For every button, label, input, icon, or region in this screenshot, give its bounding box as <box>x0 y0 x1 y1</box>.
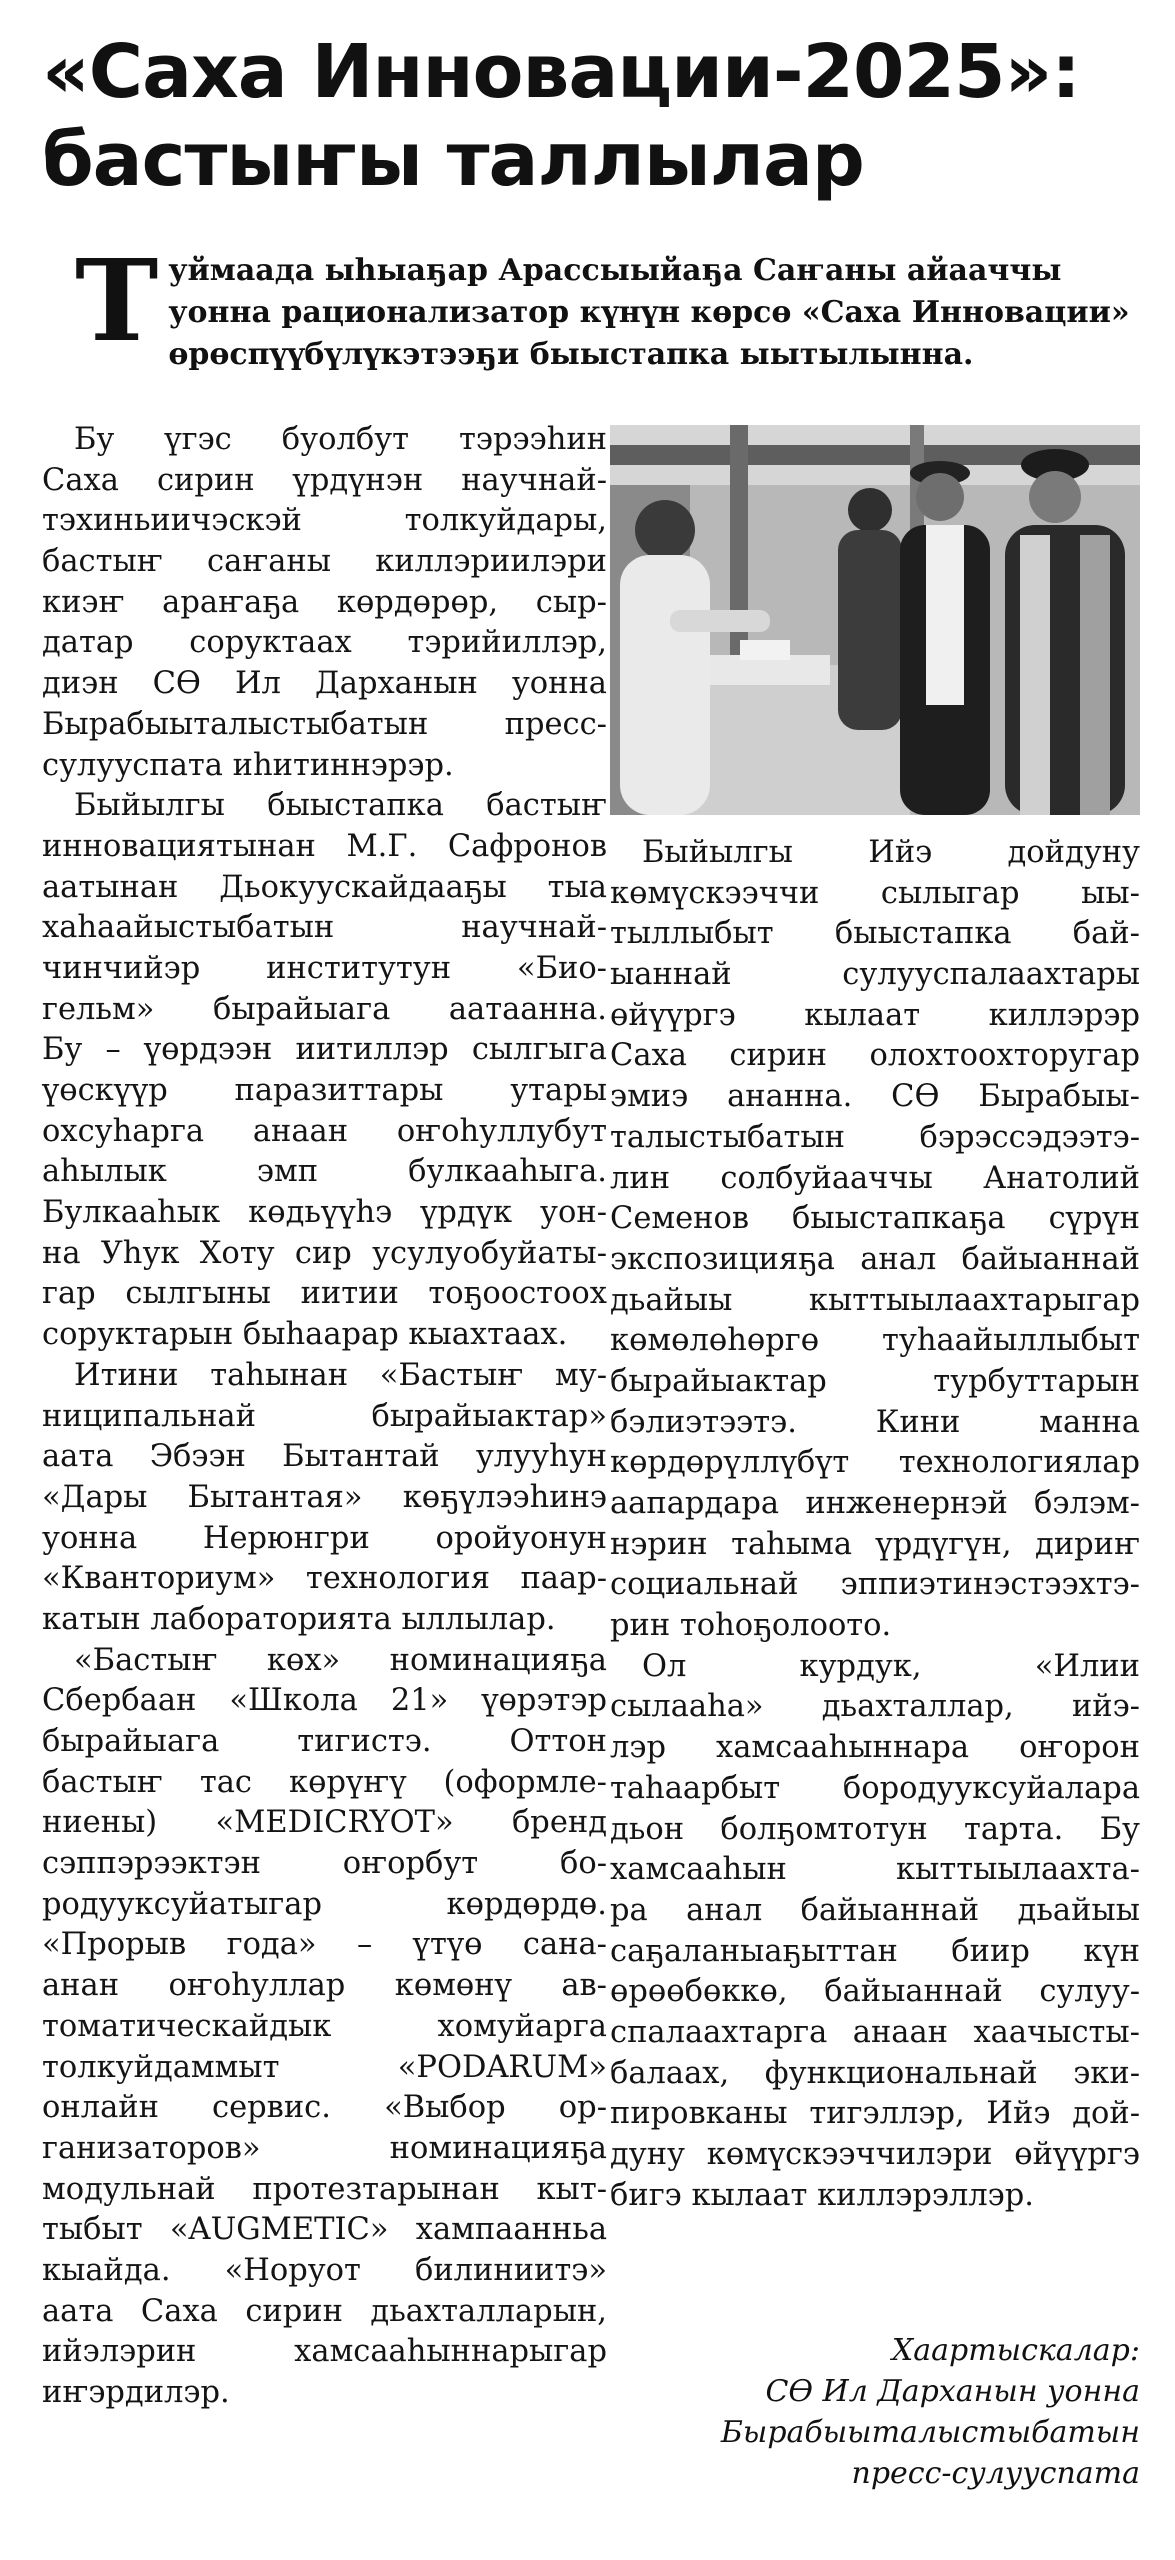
text-line: диэн СӨ Ил Дарханын уонна <box>42 666 607 702</box>
left-column <box>42 420 607 2414</box>
text-line: анан оҥоһуллар көмөнү ав- <box>42 1968 607 2004</box>
credits-line: СӨ Ил Дарханын уонна <box>765 2374 1140 2409</box>
text-line: өрөөбөккө, байыаннай сулуу- <box>610 1974 1140 2010</box>
text-line: датар соруктаах тэрийиллэр, <box>42 625 607 661</box>
text-line: кыайда. «Норуот билиниитэ» <box>42 2252 607 2288</box>
lead-line: уонна рационализатор күнүн көрсө «Саха Инновации» <box>168 295 1130 330</box>
text-line: хаһаайыстыбатын научнай- <box>42 910 607 946</box>
lead-line: өрөспүүбүлүкэтээҕи быыстапка ыытылынна. <box>168 337 974 372</box>
text-line: тыбыт «AUGMETIC» хампаанньа <box>42 2212 607 2248</box>
text-line: киэҥ араҥаҕа көрдөрөр, сыр- <box>42 584 607 620</box>
text-line: социальнай эппиэтинэстээхтэ- <box>610 1567 1140 1603</box>
text-line: сэппэрээктэн оҥорбут бо- <box>42 1846 607 1882</box>
text-line: бырайыактар турбуттарын <box>610 1363 1140 1399</box>
text-line: лэр хамсааһыннара оҥорон <box>610 1730 1140 1766</box>
text-line: саҕаланыаҕыттан биир күн <box>610 1933 1140 1969</box>
text-line: ниены) «MEDICRYOT» бренд <box>42 1805 607 1841</box>
text-line: иҥэрдилэр. <box>42 2375 230 2410</box>
text-line: нэрин таһыма үрдүгүн, дириҥ <box>610 1526 1140 1562</box>
lead-line: уймаада ыһыаҕар Арассыыйаҕа Саҥаны айааччы <box>168 253 1062 288</box>
text-line: Бырабыыталыстыбатын пресс- <box>42 706 607 742</box>
photo-credits <box>650 2330 1140 2494</box>
text-line: «Прорыв года» – үтүө сана- <box>42 1927 607 1963</box>
text-line: на Уһук Хоту сир усулуобуйаты- <box>42 1235 607 1271</box>
headline <box>42 28 1142 204</box>
text-line: эмиэ ананна. СӨ Бырабыы- <box>610 1079 1140 1115</box>
text-line: ыаннай сулууспалаахтары <box>610 957 1140 993</box>
text-line: өйүүргэ кылаат киллэрэр <box>610 997 1140 1033</box>
text-line: дьайыы кыттыылаахтарыгар <box>610 1282 1140 1318</box>
text-line: «Кванториум» технология паар- <box>42 1561 607 1597</box>
text-line: аһылык эмп булкааһыга. <box>42 1154 607 1190</box>
text-line: «Бастыҥ көх» номинацияҕа <box>74 1642 607 1678</box>
text-line: бастыҥ саҥаны киллэриилэри <box>42 544 607 580</box>
text-line: бэлиэтээтэ. Кини манна <box>610 1404 1140 1440</box>
text-line: таһаарбыт бородууксуйалара <box>610 1770 1140 1806</box>
text-line: ийэлэрин хамсааһыннарыгар <box>42 2334 607 2370</box>
right-column <box>610 833 1140 2216</box>
text-line: охсуһарга анаан оҥоһуллубут <box>42 1113 607 1149</box>
text-line: Итини таһынан «Бастыҥ му- <box>74 1357 607 1393</box>
text-line: аапардара инженернэй бэлэм- <box>610 1486 1140 1521</box>
text-line: Булкааһык көдьүүһэ үрдүк уон- <box>42 1195 607 1231</box>
lead-paragraph <box>75 236 1135 376</box>
text-line: «Дары Бытантая» көҕүлээһинэ <box>42 1479 607 1515</box>
text-line: Быйылгы Ийэ дойдуну <box>642 835 1140 870</box>
text-line: модульнай протезтарынан кыт- <box>42 2171 607 2207</box>
text-line: көрдөрүллүбүт технологиялар <box>610 1445 1140 1481</box>
credits-line: пресс-сулууспата <box>851 2456 1140 2491</box>
text-line: лин солбуйааччы Анатолий <box>610 1160 1140 1196</box>
headline-line: бастыҥы таллылар <box>42 117 864 203</box>
credits-line: Бырабыыталыстыбатын <box>720 2415 1140 2450</box>
text-line: сулууспата иһитиннэрэр. <box>42 747 454 783</box>
text-line: уонна Нерюнгри оройуонун <box>42 1520 607 1556</box>
text-line: толкуйдаммыт «PODARUM» <box>42 2049 607 2085</box>
text-line: чинчийэр институтун «Био- <box>42 950 607 986</box>
text-line: дьон болҕомтотун тарта. Бу <box>610 1811 1140 1847</box>
text-line: пировканы тигэллэр, Ийэ дой- <box>610 2096 1140 2132</box>
text-line: Саха сирин олохтоохторугар <box>610 1038 1140 1074</box>
text-line: Бу – үөрдээн иитиллэр сылгыга <box>42 1032 607 1068</box>
text-line: родууксуйатыгар көрдөрдө. <box>42 1886 607 1922</box>
text-line: ра анал байыаннай дьайыы <box>610 1892 1140 1928</box>
text-line: сылааһа» дьахталлар, ийэ- <box>610 1689 1140 1725</box>
text-line: экспозицияҕа анал байыаннай <box>610 1241 1140 1277</box>
text-line: ниципальнай бырайыактар» <box>42 1398 607 1434</box>
text-line: соруктарын быһаарар кыахтаах. <box>42 1317 568 1353</box>
text-line: Саха сирин үрдүнэн научнай- <box>42 462 607 498</box>
drop-cap: Т <box>75 236 159 367</box>
text-line: инновациятынан М.Г. Сафронов <box>42 828 607 864</box>
text-line: талыстыбатын бэрэссэдээтэ- <box>610 1119 1140 1155</box>
text-line: рин тоһоҕолоото. <box>610 1608 892 1644</box>
text-line: ганизаторов» номинацияҕа <box>42 2130 607 2166</box>
text-line: бастыҥ тас көрүҥү (оформле- <box>42 1764 607 1800</box>
text-line: аата Эбээн Бытантай улууһун <box>42 1439 607 1475</box>
text-line: катын лабораторията ыллылар. <box>42 1601 556 1637</box>
text-line: дуну көмүскээччилэри өйүүргэ <box>610 2137 1140 2172</box>
text-line: Ол курдук, «Илии <box>642 1648 1140 1684</box>
text-line: Сбербаан «Школа 21» үөрэтэр <box>42 1683 607 1719</box>
text-line: спалаахтарга анаан хаачысты- <box>610 2014 1140 2050</box>
text-line: онлайн сервис. «Выбор ор- <box>42 2090 607 2126</box>
text-line: хамсааһын кыттыылаахта- <box>610 1852 1140 1888</box>
text-line: балаах, функциональнай эки- <box>610 2055 1140 2091</box>
text-line: тыллыбыт быыстапка бай- <box>610 916 1140 952</box>
text-line: гельм» бырайыага аатаанна. <box>42 991 607 1027</box>
text-line: аата Саха сирин дьахталларын, <box>42 2293 607 2329</box>
text-line: Семенов быыстапкаҕа сүрүн <box>610 1201 1140 1237</box>
text-line: томатическайдык хомуйарга <box>42 2008 607 2044</box>
text-line: бигэ кылаат киллэрэллэр. <box>610 2177 1034 2213</box>
text-line: гар сылгыны иитии тоҕоостоох <box>42 1276 607 1312</box>
text-line: Бу үгэс буолбут тэрээһин <box>74 422 607 457</box>
text-line: үөскүүр паразиттары утары <box>42 1073 607 1108</box>
text-line: көмөлөһөргө туһаайыллыбыт <box>610 1323 1140 1359</box>
event-photo <box>610 425 1140 815</box>
headline-line: «Саха Инновации-2025»: <box>42 29 1080 115</box>
text-line: Быйылгы быыстапка бастыҥ <box>74 788 607 824</box>
text-line: аатынан Дьокуускайдааҕы тыа <box>42 869 607 905</box>
text-line: тэхиньиичэскэй толкуйдары, <box>42 503 607 539</box>
credits-line: Хаартыскалар: <box>891 2333 1140 2368</box>
text-line: көмүскээччи сылыгар ыы- <box>610 875 1140 911</box>
text-line: бырайыага тигистэ. Оттон <box>42 1724 607 1759</box>
photo-illustration <box>610 425 1140 815</box>
